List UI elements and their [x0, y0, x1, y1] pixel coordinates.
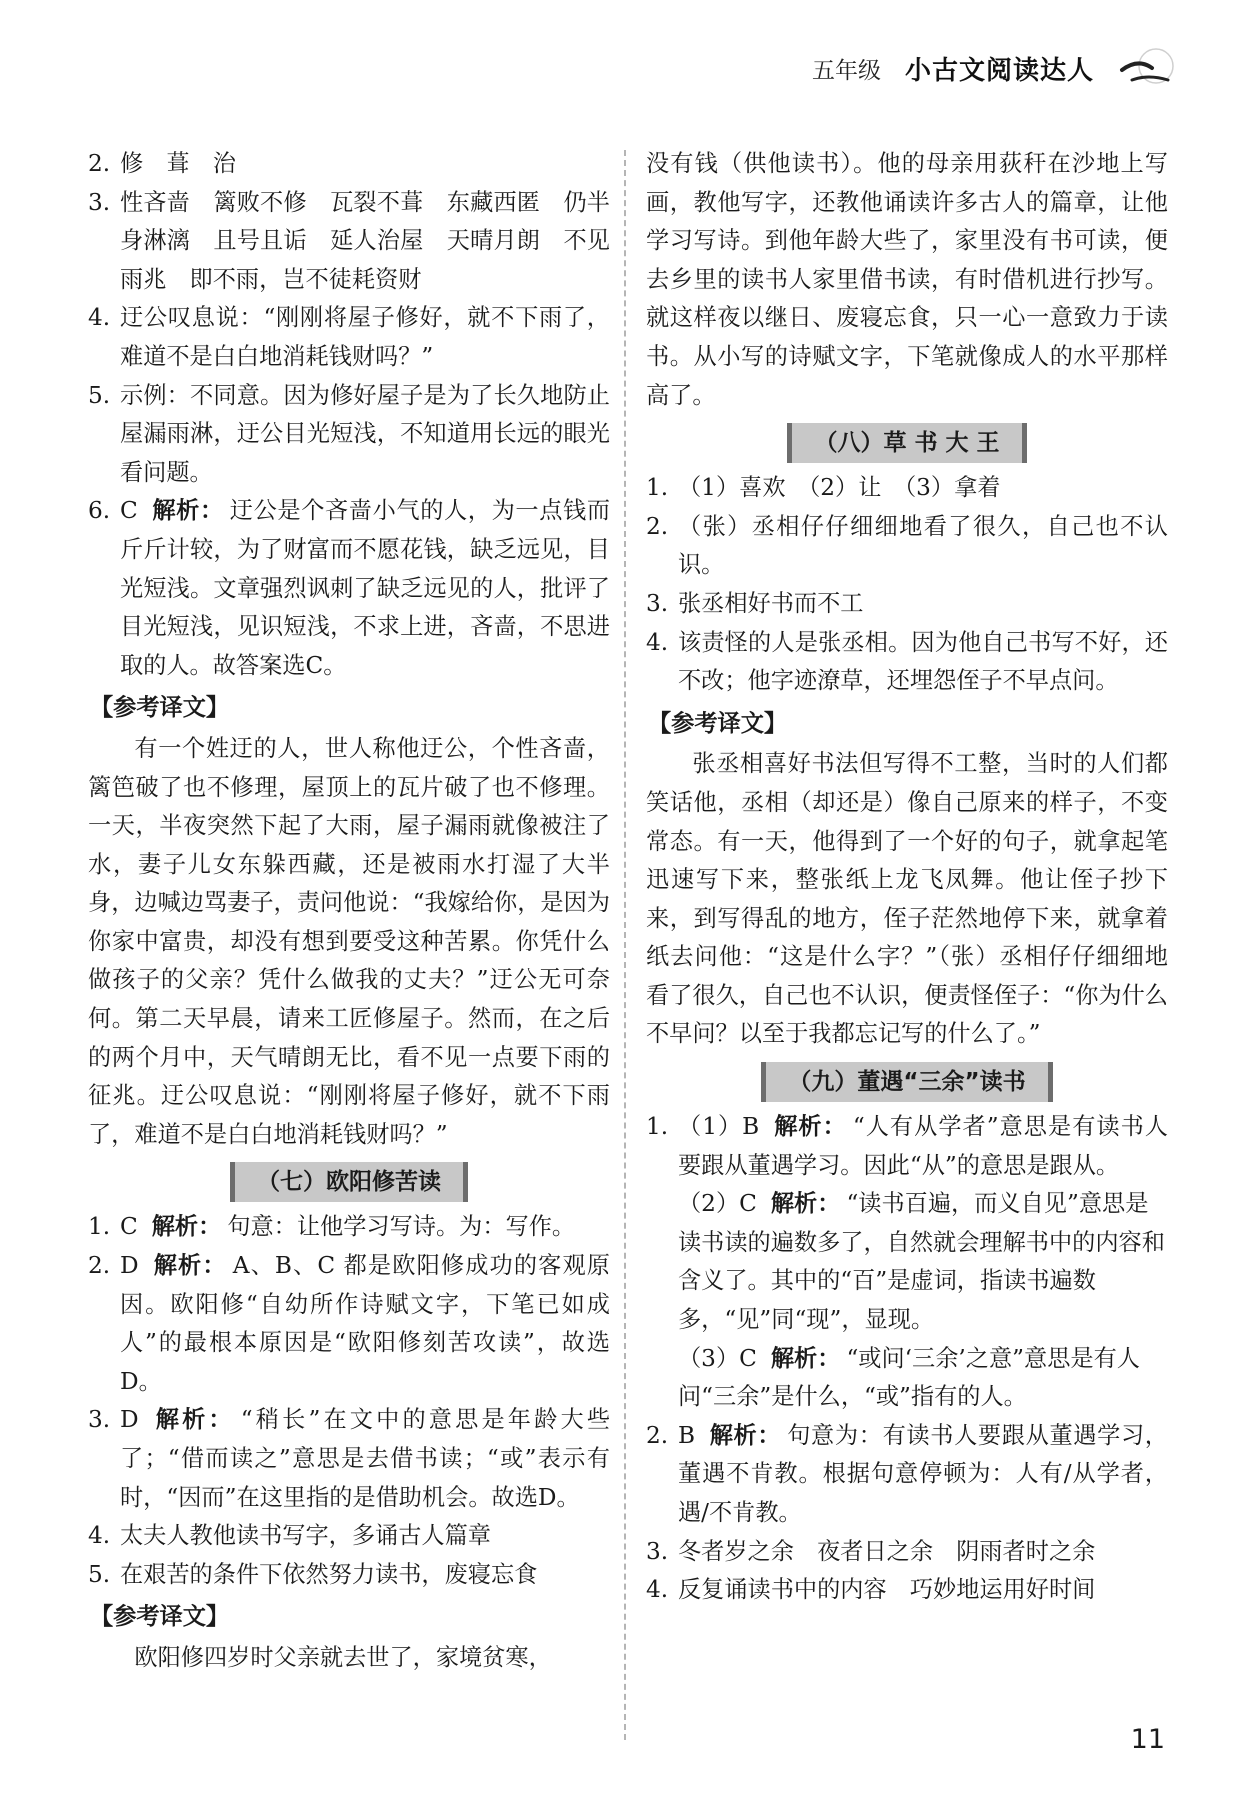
answer-item: 4. 该责怪的人是张丞相。因为他自己书写不好，还不改；他字迹潦草，还埋怨侄子不早点问。 [646, 628, 1168, 695]
answer-item: 1. （1）B 解析： “人有从学者”意思是有读书人要跟从董遇学习。因此“从”的意思是跟从。 [646, 1113, 1168, 1179]
reference-translation-label: 【参考译文】 [90, 1603, 230, 1631]
reference-translation: 有一个姓迂的人，世人称他迂公，个性吝啬，篱笆破了也不修理，屋顶上的瓦片破了也不修理。一天，半夜突然下起了大雨，屋子漏雨就像被注了水，妻子儿女东躲西藏，还是被雨水打湿了大半身，边喊边骂妻子，责问他说：“我嫁给你，是因为你家中富贵，却没有想到要受这种苦累。你凭什么做孩子的父亲？凭什么做我的丈夫？”迂公无可奈何。第二天早晨，请来工匠修屋子。然而，在之后的两个月中，天气晴朗无比，看不见一点要下雨的征兆。迂公叹息说：“刚刚将屋子修好，就不下雨了，难道不是白白地消耗钱财吗？” [88, 734, 610, 1148]
reference-translation: 张丞相喜好书法但写得不工整，当时的人们都笑话他，丞相（却还是）像自己原来的样子，不变常态。有一天，他得到了一个好的句子，就拿起笔迅速写下来，整张纸上龙飞凤舞。他让侄子抄下来，到写得乱的地方，侄子茫然地停下来，就拿着纸去问他：“这是什么字？”（张）丞相仔仔细细地看了很久，自己也不认识，便责怪侄子：“你为什么不早问？以至于我都忘记写的什么了。” [646, 750, 1168, 1048]
section-title-7: （七）欧阳修苦读 [88, 1162, 610, 1202]
answer-item: 3. 性吝啬 篱败不修 瓦裂不葺 东藏西匿 仍半身淋漓 且号且诟 延人治屋 天晴月朗 不见雨兆 即不雨，岂不徒耗资财 [88, 188, 610, 293]
section-title-9: （九）董遇“三余”读书 [646, 1062, 1168, 1102]
answer-item: 1. C 解析： 句意：让他学习写诗。为：写作。 [88, 1213, 576, 1241]
page-header [812, 38, 1180, 98]
answer-item: 2. D 解析： A、B、C 都是欧阳修成功的客观原因。欧阳修“自幼所作诗赋文字，下笔已如成人”的最根本原因是“欧阳修刻苦攻读”，故选D。 [88, 1252, 610, 1395]
brand-title: 小古文阅读达人 [904, 55, 1094, 86]
reference-translation-continued: 没有钱（供他读书）。他的母亲用荻秆在沙地上写画，教他写字，还教他诵读许多古人的篇章，让他学习写诗。到他年龄大些了，家里没有书可读，便去乡里的读书人家里借书读，有时借机进行抄写。就这样夜以继日、废寝忘食，只一心一意致力于读书。从小写的诗赋文字，下笔就像成人的水平那样高了。 [646, 150, 1168, 409]
brush-logo-icon [1118, 44, 1180, 92]
left-column [88, 145, 610, 1678]
reference-translation: 欧阳修四岁时父亲就去世了，家境贫寒， [134, 1643, 552, 1671]
page-number: 11 [1130, 1724, 1165, 1755]
answer-item: 4. 反复诵读书中的内容 巧妙地运用好时间 [646, 1576, 1096, 1604]
answer-item: 3. D 解析： “稍长”在文中的意思是年龄大些了；“借而读之”意思是去借书读；“或”表示有时，“因而”在这里指的是借助机会。故选D。 [88, 1406, 611, 1511]
grade-label: 五年级 [811, 57, 881, 84]
answer-item: 5. 在艰苦的条件下依然努力读书，废寝忘食 [88, 1560, 538, 1588]
answer-subitem: （2）C 解析： “读书百遍，而义自见”意思是读书读的遍数多了，自然就会理解书中的内容和含义了。其中的“百”是虚词，指读书遍数多，“见”同“现”，显现。 [678, 1190, 1165, 1334]
answer-item: 2. （张）丞相仔仔细细地看了很久，自己也不认识。 [646, 512, 1168, 579]
answer-item: 5. 示例：不同意。因为修好屋子是为了长久地防止屋漏雨淋，迂公目光短浅，不知道用长远的眼光看问题。 [88, 381, 610, 486]
answer-item: 6. C 解析： 迂公是个吝啬小气的人，为一点钱而斤斤计较，为了财富而不愿花钱，缺乏远见，目光短浅。文章强烈讽刺了缺乏远见的人，批评了目光短浅，见识短浅，不求上进，吝啬，不思进取的人。故答案选C。 [88, 497, 611, 679]
answer-item: 1. （1）喜欢 （2）让 （3）拿着 [646, 474, 1001, 502]
answer-item: 3. 张丞相好书而不工 [646, 589, 864, 617]
column-divider [624, 150, 626, 1740]
section-title-8: （八）草 书 大 王 [646, 423, 1168, 463]
right-column [646, 145, 1168, 1610]
answer-item: 4. 迂公叹息说：“刚刚将屋子修好，就不下雨了，难道不是白白地消耗钱财吗？” [88, 304, 610, 370]
reference-translation-label: 【参考译文】 [90, 694, 230, 722]
answer-item: 3. 冬者岁之余 夜者日之余 阴雨者时之余 [646, 1537, 1096, 1565]
answer-item: 2. B 解析： 句意为：有读书人要跟从董遇学习，董遇不肯教。根据句意停顿为：人有/从学者，遇/不肯教。 [646, 1421, 1168, 1526]
reference-translation-label: 【参考译文】 [648, 709, 788, 737]
answer-item: 4. 太夫人教他读书写字，多诵古人篇章 [88, 1522, 491, 1550]
answer-subitem: （3）C 解析： “或问‘三余’之意”意思是有人问“三余”是什么，“或”指有的人。 [678, 1344, 1140, 1411]
answer-item: 2. 修 葺 治 [88, 150, 236, 177]
